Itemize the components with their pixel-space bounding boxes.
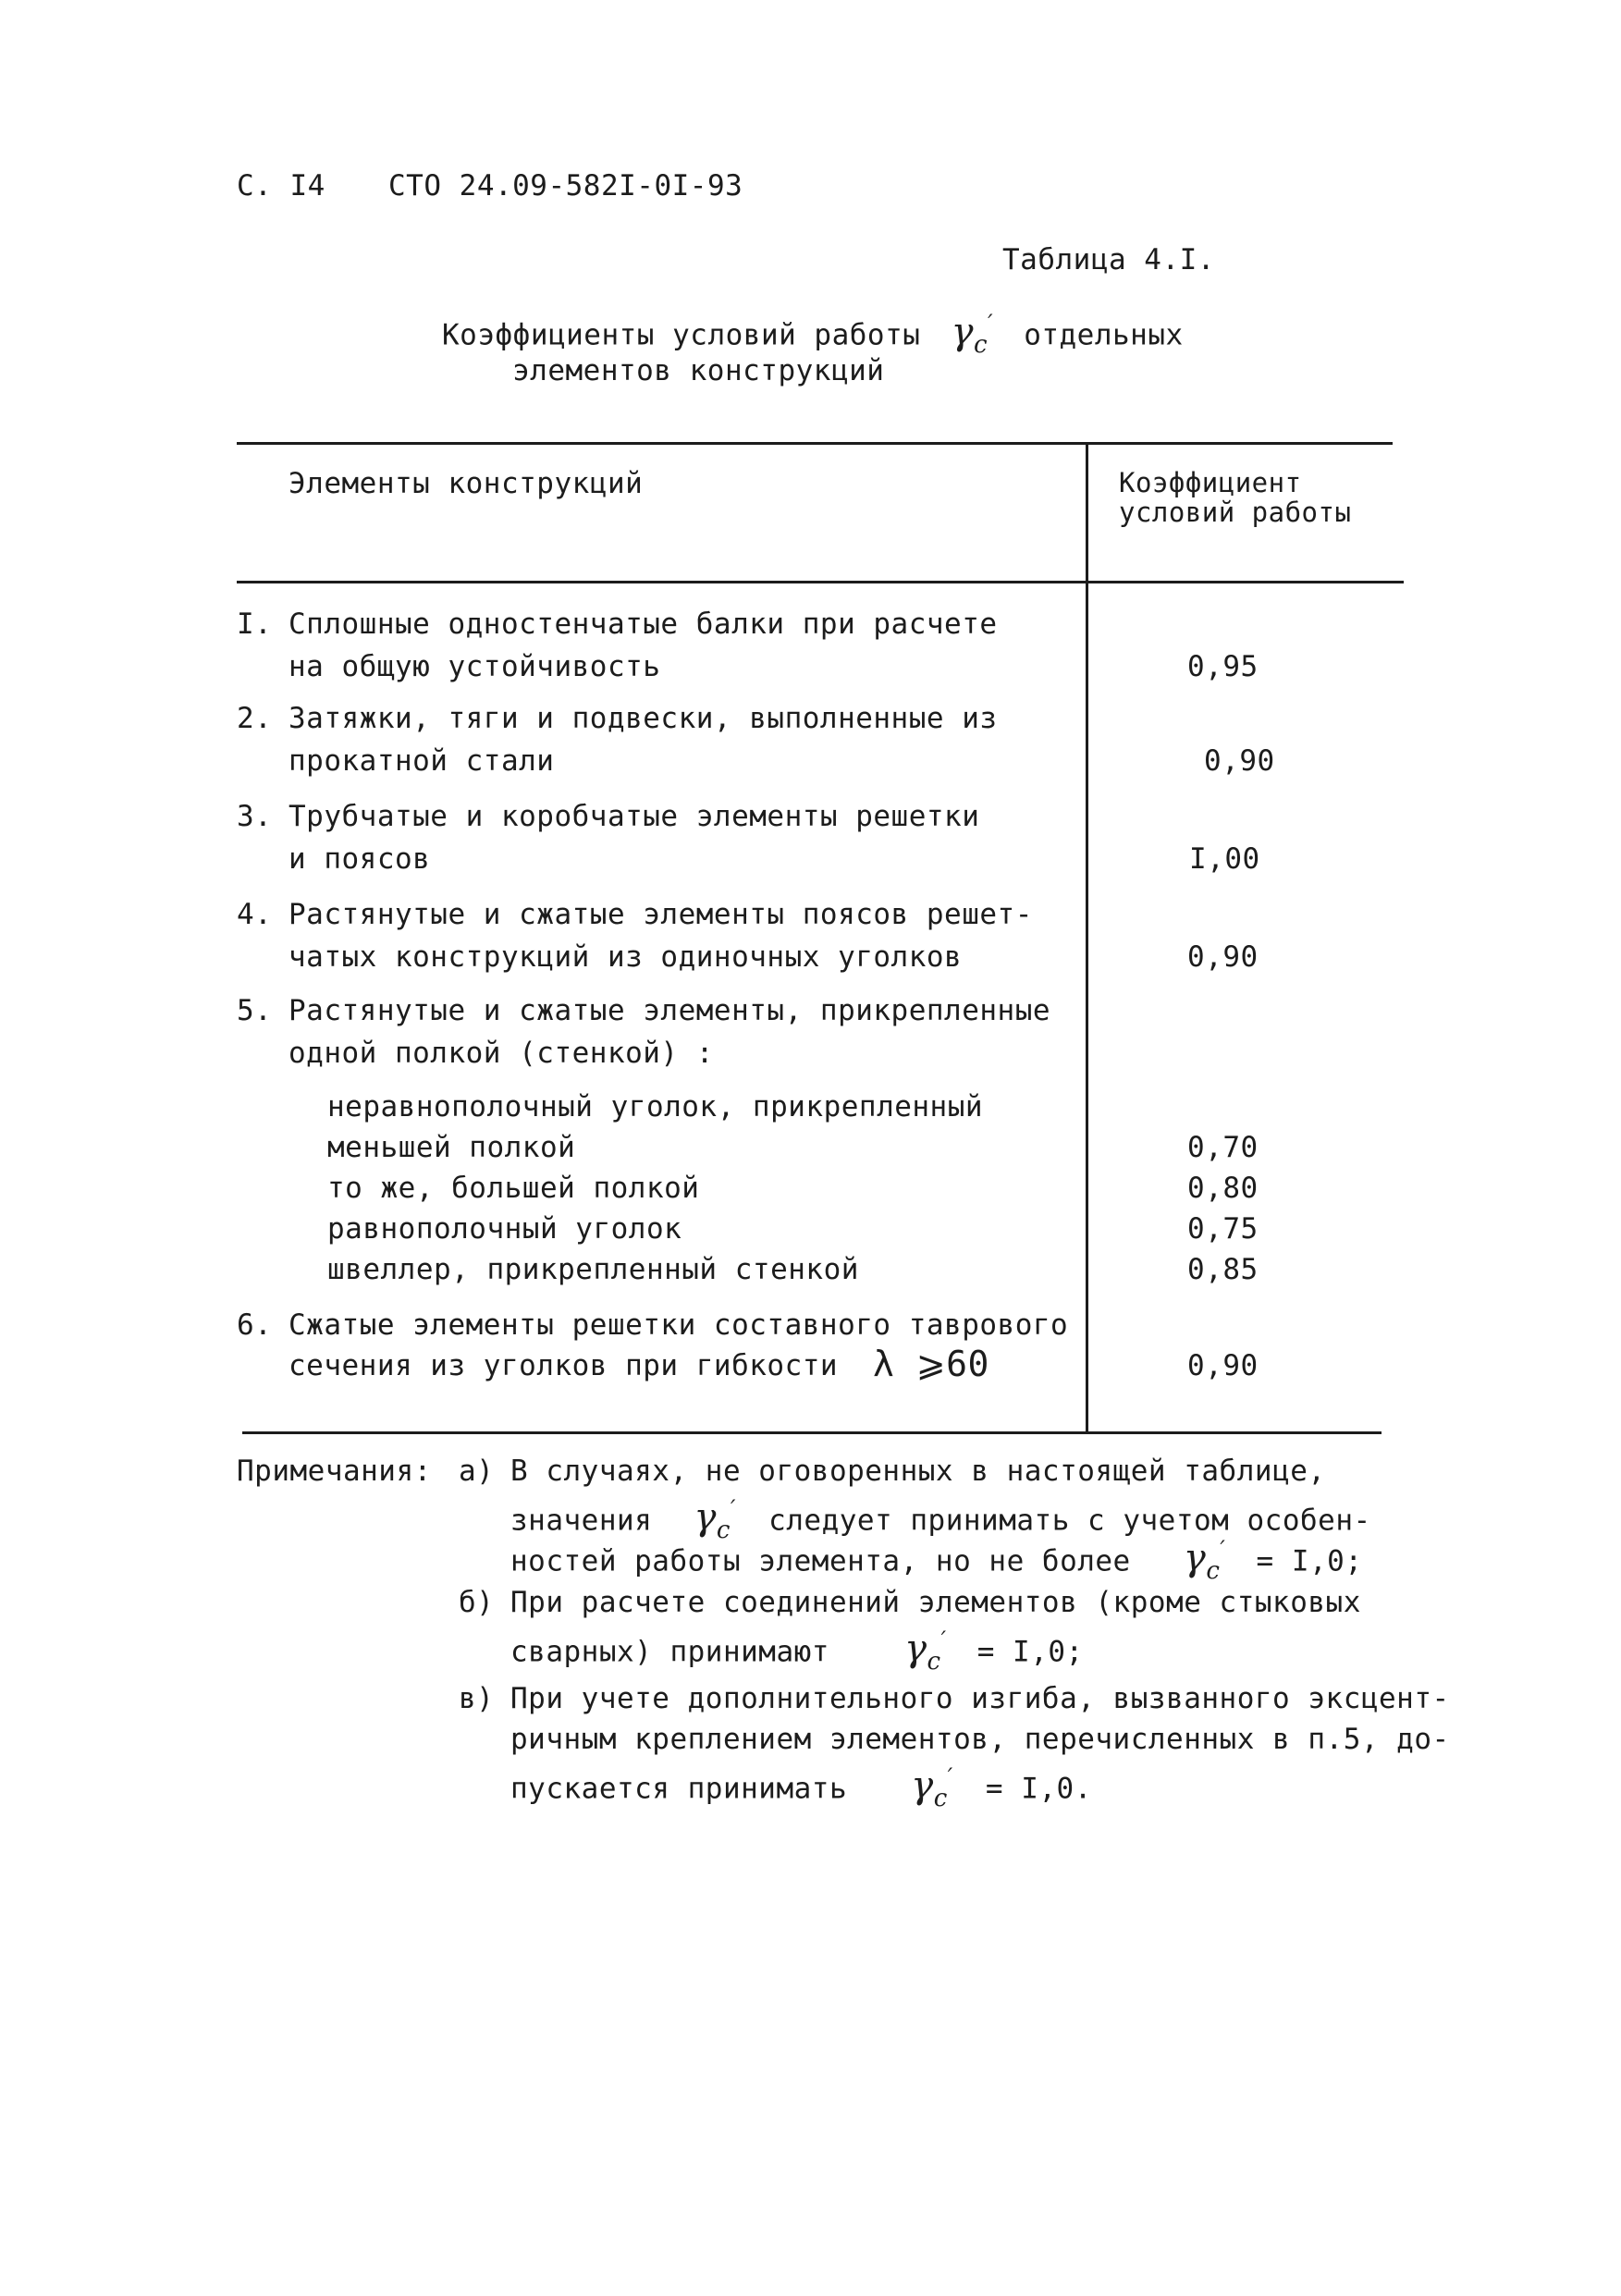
standard-number: СТО 24.09-582I-0I-93 xyxy=(388,169,743,203)
note-a-line2 xyxy=(510,1496,1371,1545)
gamma-c-symbol: $\gamma_c'$ xyxy=(951,311,994,360)
subrow-1-line1: неравнополочный уголок, прикрепленный xyxy=(327,1090,984,1123)
gamma-c-symbol: $\gamma_c'$ xyxy=(694,1496,736,1545)
row-4-line1: Растянутые и сжатые элементы поясов решет- xyxy=(289,898,1033,931)
row-5-number: 5. xyxy=(237,994,273,1027)
subrow-1-line2: меньшей полкой xyxy=(327,1131,576,1164)
note-b-letter: б) xyxy=(459,1586,495,1619)
subrow-2-value: 0,80 xyxy=(1187,1172,1259,1205)
note-a-line2-post: следует принимать с учетом особен- xyxy=(768,1504,1371,1538)
notes-label: Примечания: xyxy=(237,1455,432,1488)
note-a-line1: В случаях, не оговоренных в настоящей таблице, xyxy=(510,1455,1326,1488)
row-3-number: 3. xyxy=(237,800,273,833)
row-4-line2: чатых конструкций из одиночных уголков xyxy=(289,940,963,974)
row-5-line2: одной полкой (стенкой) : xyxy=(289,1037,714,1070)
note-c-line3 xyxy=(510,1766,1092,1811)
note-c-line3-post: = I,0. xyxy=(985,1772,1092,1806)
col-header-coef-line1: Коэффициент xyxy=(1119,467,1302,498)
note-b-line2-post: = I,0; xyxy=(976,1635,1084,1669)
gamma-c-symbol: $\gamma_c'$ xyxy=(904,1627,947,1676)
table-top-rule xyxy=(237,442,1393,445)
table-column-divider xyxy=(1086,442,1088,1433)
note-c-line1: При учете дополнительного изгиба, вызванного эксцент- xyxy=(510,1682,1450,1715)
row-2-number: 2. xyxy=(237,702,273,735)
table-header-rule xyxy=(237,581,1404,583)
table-label: Таблица 4.I. xyxy=(1002,243,1215,276)
title-text-a: Коэффициенты условий работы xyxy=(442,318,921,352)
row-1-value: 0,95 xyxy=(1187,650,1259,683)
row-4-value: 0,90 xyxy=(1187,940,1259,974)
row-3-line1: Трубчатые и коробчатые элементы решетки xyxy=(289,800,980,833)
row-1-number: I. xyxy=(237,608,273,641)
subrow-2-line1: то же, большей полкой xyxy=(327,1172,700,1205)
col-header-coef-line2: условий работы xyxy=(1119,497,1352,528)
page-number: С. I4 xyxy=(237,169,325,203)
row-3-line2: и поясов xyxy=(289,842,431,876)
subrow-1-value: 0,70 xyxy=(1187,1131,1259,1164)
row-2-value: 0,90 xyxy=(1204,744,1275,778)
note-a-line2-pre: значения xyxy=(510,1504,653,1538)
subrow-3-line1: равнополочный уголок xyxy=(327,1212,682,1246)
row-4-number: 4. xyxy=(237,898,273,931)
title-text-b: отдельных xyxy=(1024,318,1184,352)
note-a-line3-pre: ностей работы элемента, но не более xyxy=(510,1544,1131,1578)
col-header-elements: Элементы конструкций xyxy=(289,467,644,500)
row-6-number: 6. xyxy=(237,1308,273,1342)
note-c-letter: в) xyxy=(459,1682,495,1715)
note-c-line2: ричным креплением элементов, перечисленных в п.5, до- xyxy=(510,1723,1450,1756)
note-a-line3-post: = I,0; xyxy=(1256,1544,1363,1578)
row-1-line2: на общую устойчивость xyxy=(289,650,661,683)
row-6-line1: Сжатые элементы решетки составного таврового xyxy=(289,1308,1069,1342)
table-title-line2: элементов конструкций xyxy=(512,354,885,387)
note-b-line1: При расчете соединений элементов (кроме стыковых xyxy=(510,1586,1361,1619)
table-bottom-rule xyxy=(242,1431,1382,1434)
row-2-line1: Затяжки, тяги и подвески, выполненные из xyxy=(289,702,998,735)
note-a-line3 xyxy=(510,1537,1363,1586)
note-b-line2-pre: сварных) принимают xyxy=(510,1635,829,1669)
row-1-line1: Сплошные одностенчатые балки при расчете xyxy=(289,608,998,641)
gamma-c-symbol: $\gamma_c'$ xyxy=(911,1764,953,1813)
row-2-line2: прокатной стали xyxy=(289,744,555,778)
row-6-value: 0,90 xyxy=(1187,1349,1259,1382)
note-c-line3-pre: пускается принимать xyxy=(510,1772,848,1806)
row-6-lambda: λ ⩾60 xyxy=(873,1344,989,1384)
row-5-line1: Растянутые и сжатые элементы, прикрепленные xyxy=(289,994,1051,1027)
row-3-value: I,00 xyxy=(1189,842,1260,876)
row-6-line2: сечения из уголков при гибкости xyxy=(289,1349,839,1382)
gamma-c-symbol: $\gamma_c'$ xyxy=(1183,1537,1226,1586)
note-b-line2 xyxy=(510,1629,1084,1674)
subrow-4-line1: швеллер, прикрепленный стенкой xyxy=(327,1253,859,1286)
table-title-line1 xyxy=(442,311,1184,360)
note-a-letter: а) xyxy=(459,1455,495,1488)
subrow-3-value: 0,75 xyxy=(1187,1212,1259,1246)
subrow-4-value: 0,85 xyxy=(1187,1253,1259,1286)
